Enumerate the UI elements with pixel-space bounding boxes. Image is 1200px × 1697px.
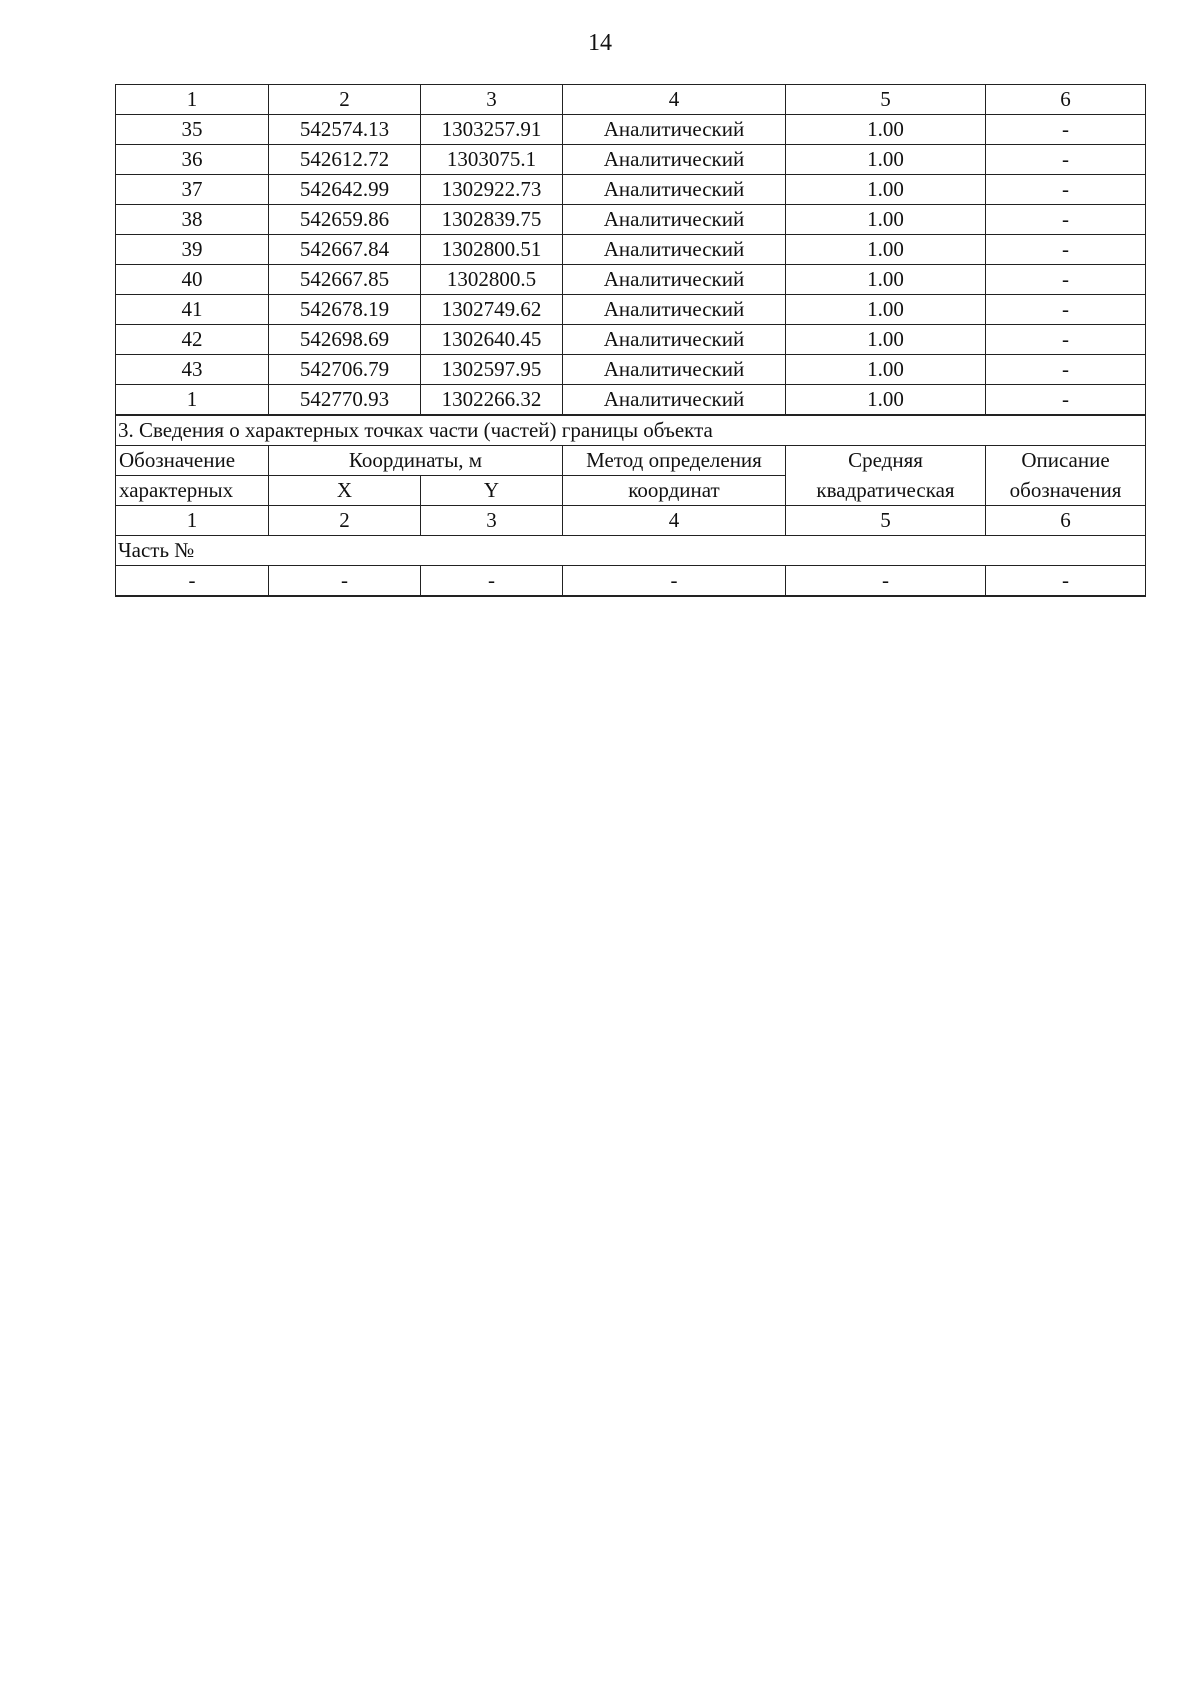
table-cell: 1302597.95 (421, 355, 563, 385)
table-cell: - (986, 385, 1146, 416)
table-cell: 1.00 (786, 235, 986, 265)
table-row (116, 325, 1146, 355)
header-method-cont: координат (563, 476, 786, 506)
column-number-cell: 4 (563, 506, 786, 536)
table-cell: Аналитический (563, 235, 786, 265)
column-number-cell: 1 (116, 85, 269, 115)
header-error-cont: квадратическая (786, 476, 986, 506)
part-label: Часть № (116, 536, 1146, 566)
table-cell: 542667.84 (269, 235, 421, 265)
header-method: Метод определения (563, 446, 786, 476)
column-number-cell: 3 (421, 85, 563, 115)
header-error: Средняя (786, 446, 986, 476)
table-cell: Аналитический (563, 205, 786, 235)
table-cell: 1.00 (786, 355, 986, 385)
table-body (116, 85, 1146, 416)
table-cell: 542642.99 (269, 175, 421, 205)
table-cell: - (986, 295, 1146, 325)
table-cell: - (986, 355, 1146, 385)
table-row (116, 145, 1146, 175)
table-cell: 1.00 (786, 205, 986, 235)
empty-data-row (116, 566, 1146, 597)
table-cell: - (786, 566, 986, 597)
table-row (116, 115, 1146, 145)
table-cell: - (986, 205, 1146, 235)
table-cell: 1302839.75 (421, 205, 563, 235)
table-cell: Аналитический (563, 175, 786, 205)
table-cell: 1.00 (786, 295, 986, 325)
table-cell: - (421, 566, 563, 597)
header-designation-cont: характерных (116, 476, 269, 506)
column-number-cell: 5 (786, 506, 986, 536)
table-cell: 39 (116, 235, 269, 265)
table-cell: 1.00 (786, 115, 986, 145)
table-cell: - (269, 566, 421, 597)
table-row (116, 235, 1146, 265)
table-cell: 42 (116, 325, 269, 355)
table-cell: 1302640.45 (421, 325, 563, 355)
table-cell: 38 (116, 205, 269, 235)
part-label-row (116, 536, 1146, 566)
table-cell: 542770.93 (269, 385, 421, 416)
table-cell: 1 (116, 385, 269, 416)
table-cell: - (563, 566, 786, 597)
header-designation: Обозначение (116, 446, 269, 476)
column-number-cell: 5 (786, 85, 986, 115)
table-cell: Аналитический (563, 325, 786, 355)
header-coordinates: Координаты, м (269, 446, 563, 476)
page-number: 14 (588, 30, 612, 56)
column-number-cell: 2 (269, 506, 421, 536)
table-cell: 542698.69 (269, 325, 421, 355)
section3-body (116, 415, 1146, 596)
table-cell: Аналитический (563, 295, 786, 325)
table-cell: 1302800.51 (421, 235, 563, 265)
table-cell: 40 (116, 265, 269, 295)
header-row-1 (116, 446, 1146, 476)
table-cell: 1302800.5 (421, 265, 563, 295)
header-description: Описание (986, 446, 1146, 476)
column-number-row (116, 85, 1146, 115)
table-row (116, 265, 1146, 295)
section-title-row (116, 415, 1146, 446)
column-number-cell: 6 (986, 506, 1146, 536)
table-cell: 1.00 (786, 145, 986, 175)
table-cell: 41 (116, 295, 269, 325)
table-row (116, 355, 1146, 385)
table-cell: - (986, 566, 1146, 597)
header-row-2 (116, 476, 1146, 506)
table-cell: 542574.13 (269, 115, 421, 145)
table-cell: 1302266.32 (421, 385, 563, 416)
table-row (116, 175, 1146, 205)
table-cell: - (986, 115, 1146, 145)
table-cell: 542678.19 (269, 295, 421, 325)
table-cell: 1303257.91 (421, 115, 563, 145)
column-number-cell: 6 (986, 85, 1146, 115)
table-cell: 542659.86 (269, 205, 421, 235)
column-number-cell: 4 (563, 85, 786, 115)
table-cell: 542706.79 (269, 355, 421, 385)
column-number-cell: 1 (116, 506, 269, 536)
table-cell: - (986, 145, 1146, 175)
characteristic-points-table (115, 84, 1146, 597)
section-title: 3. Сведения о характерных точках части (частей) границы объекта (116, 415, 1146, 446)
table-cell: - (986, 325, 1146, 355)
table-cell: - (986, 265, 1146, 295)
table-cell: 1303075.1 (421, 145, 563, 175)
table-cell: 36 (116, 145, 269, 175)
table-row (116, 295, 1146, 325)
table-cell: 43 (116, 355, 269, 385)
table-cell: Аналитический (563, 115, 786, 145)
table-cell: 1302922.73 (421, 175, 563, 205)
column-number-cell: 2 (269, 85, 421, 115)
table-cell: 1.00 (786, 325, 986, 355)
table-cell: 1.00 (786, 175, 986, 205)
table-cell: - (116, 566, 269, 597)
column-number-cell: 3 (421, 506, 563, 536)
table-cell: Аналитический (563, 265, 786, 295)
table-cell: 542667.85 (269, 265, 421, 295)
table-cell: 35 (116, 115, 269, 145)
header-x: X (269, 476, 421, 506)
table-cell: 37 (116, 175, 269, 205)
table-row (116, 385, 1146, 416)
section3-column-number-row (116, 506, 1146, 536)
table-cell: - (986, 175, 1146, 205)
table-cell: Аналитический (563, 355, 786, 385)
table-row (116, 205, 1146, 235)
table-cell: 1302749.62 (421, 295, 563, 325)
table-cell: 1.00 (786, 385, 986, 416)
table-cell: Аналитический (563, 385, 786, 416)
table-cell: 1.00 (786, 265, 986, 295)
table-cell: - (986, 235, 1146, 265)
header-y: Y (421, 476, 563, 506)
table-cell: 542612.72 (269, 145, 421, 175)
header-description-cont: обозначения (986, 476, 1146, 506)
table-cell: Аналитический (563, 145, 786, 175)
